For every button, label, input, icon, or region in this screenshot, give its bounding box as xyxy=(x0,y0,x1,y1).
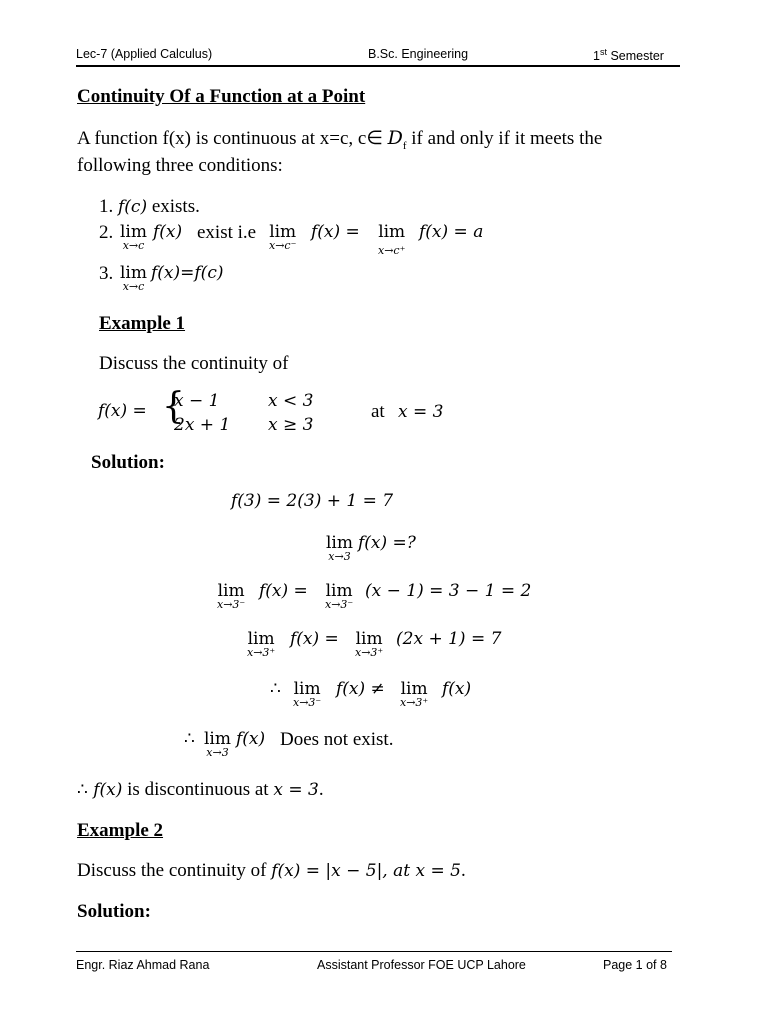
example-1-prompt: Discuss the continuity of xyxy=(99,353,289,374)
condition-2: 2. lim x→c f(x) exist i.e lim x→c⁻ f(x) = lim x→c⁺ f(x) = a xyxy=(99,222,484,257)
equation-f3: f(3) = 2(3) + 1 = 7 xyxy=(231,491,394,511)
header-program: B.Sc. Engineering xyxy=(368,47,469,61)
example-2-prompt: Discuss the continuity of f(x) = |x − 5|, at x = 5. xyxy=(77,860,466,881)
condition-3: 3. lim x→c f(x)=f(c) xyxy=(99,263,224,293)
equation-right-limit: lim x→3⁺ f(x) = lim x→3⁺ (2x + 1) = 7 xyxy=(247,629,502,659)
footer-author: Engr. Riaz Ahmad Rana xyxy=(76,958,210,972)
intro-line-1: A function f(x) is continuous at x=c, c∈ $D_f$ if and only if it meets the xyxy=(77,127,603,152)
example-1-conclusion: ∴ f(x) is discontinuous at x = 3. xyxy=(77,779,324,800)
header-course: Lec-7 (Applied Calculus) xyxy=(76,47,213,61)
example-1-solution-label: Solution: xyxy=(91,452,165,473)
example-1-heading: Example 1 xyxy=(99,313,186,334)
condition-1: 1. f(c) exists. xyxy=(99,196,200,217)
therefore-icon: ∴ xyxy=(184,729,195,749)
piecewise-function: f(x) = { x − 1 x < 3 2x + 1 x ≥ 3 at x = 3 xyxy=(98,386,444,435)
equation-left-limit: lim x→3⁻ f(x) = lim x→3⁻ (x − 1) = 3 − 1 = 2 xyxy=(217,581,532,611)
page-header xyxy=(76,47,680,67)
footer-page-number: Page 1 of 8 xyxy=(603,958,667,972)
equation-limit-query: lim x→3 f(x) =? xyxy=(326,533,416,563)
intro-line-2: following three conditions: xyxy=(77,155,283,176)
footer-affiliation: Assistant Professor FOE UCP Lahore xyxy=(317,958,526,972)
equation-limits-not-equal: ∴ lim x→3⁻ f(x) ≠ lim x→3⁺ f(x) xyxy=(270,679,472,709)
page-title: Continuity Of a Function at a Point xyxy=(77,86,366,107)
left-brace-icon: { xyxy=(162,386,185,427)
therefore-icon: ∴ xyxy=(77,780,94,800)
example-2-heading: Example 2 xyxy=(77,820,164,841)
footer-divider xyxy=(76,951,672,952)
header-semester: 1st Semester xyxy=(593,47,664,64)
example-2-solution-label: Solution: xyxy=(77,901,151,922)
limit-does-not-exist: ∴ lim x→3 f(x) Does not exist. xyxy=(184,729,394,759)
therefore-icon: ∴ xyxy=(270,679,281,699)
